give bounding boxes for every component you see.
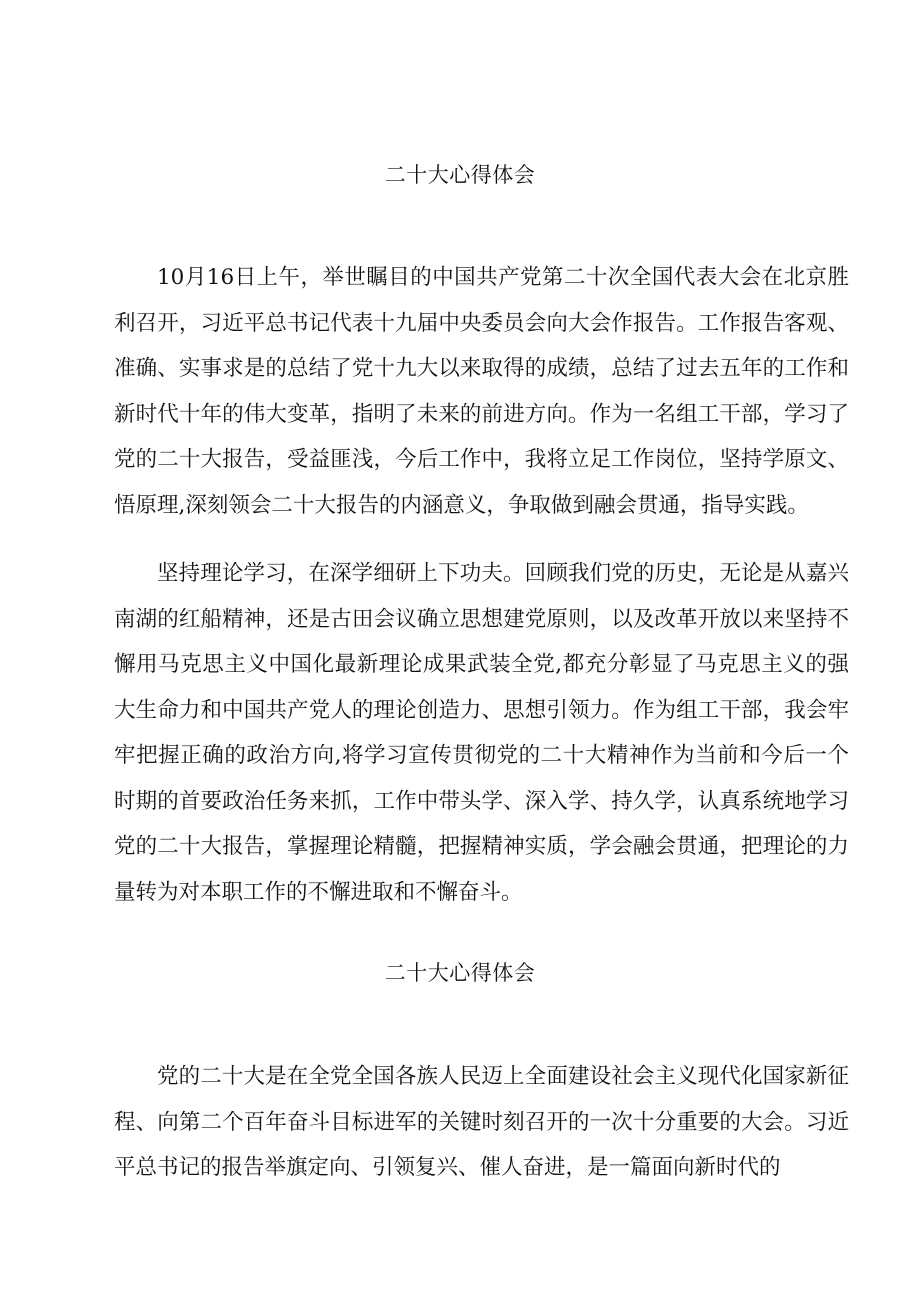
section-title-1: 二十大心得体会: [384, 163, 536, 187]
paragraph-1: 10月16日上午，举世瞩目的中国共产党第二十次全国代表大会在北京胜利召开，习近平总书记代表十九届中央委员会向大会作报告。工作报告客观、准确、实事求是的总结了党十九大以来取得的成绩，总结了过去五年的工作和新时代十年的伟大变革，指明了未来的前进方向。作为一名组工干部，学习了党的二十大报告，受益匪浅，今后工作中，我将立足工作岗位，坚持学原文、悟原理,深刻领会二十大报告的内涵意义，争取做到融会贯通，指导实践。: [114, 265, 849, 518]
section-title-2: 二十大心得体会: [384, 961, 536, 985]
paragraph-2: 坚持理论学习，在深学细研上下功夫。回顾我们党的历史，无论是从嘉兴南湖的红船精神，还是古田会议确立思想建党原则，以及改革开放以来坚持不懈用马克思主义中国化最新理论成果武装全党,都充分彰显了马克思主义的强大生命力和中国共产党人的理论创造力、思想引领力。作为组工干部，我会牢牢把握正确的政治方向,将学习宣传贯彻党的二十大精神作为当前和今后一个时期的首要政治任务来抓，工作中带头学、深入学、持久学，认真系统地学习党的二十大报告，掌握理论精髓，把握精神实质，学会融会贯通，把理论的力量转为对本职工作的不懈进取和不懈奋斗。: [114, 561, 849, 905]
paragraph-3: 党的二十大是在全党全国各族人民迈上全面建设社会主义现代化国家新征程、向第二个百年奋斗目标进军的关键时刻召开的一次十分重要的大会。习近平总书记的报告举旗定向、引领复兴、催人奋进，是一篇面向新时代的: [114, 1064, 849, 1180]
